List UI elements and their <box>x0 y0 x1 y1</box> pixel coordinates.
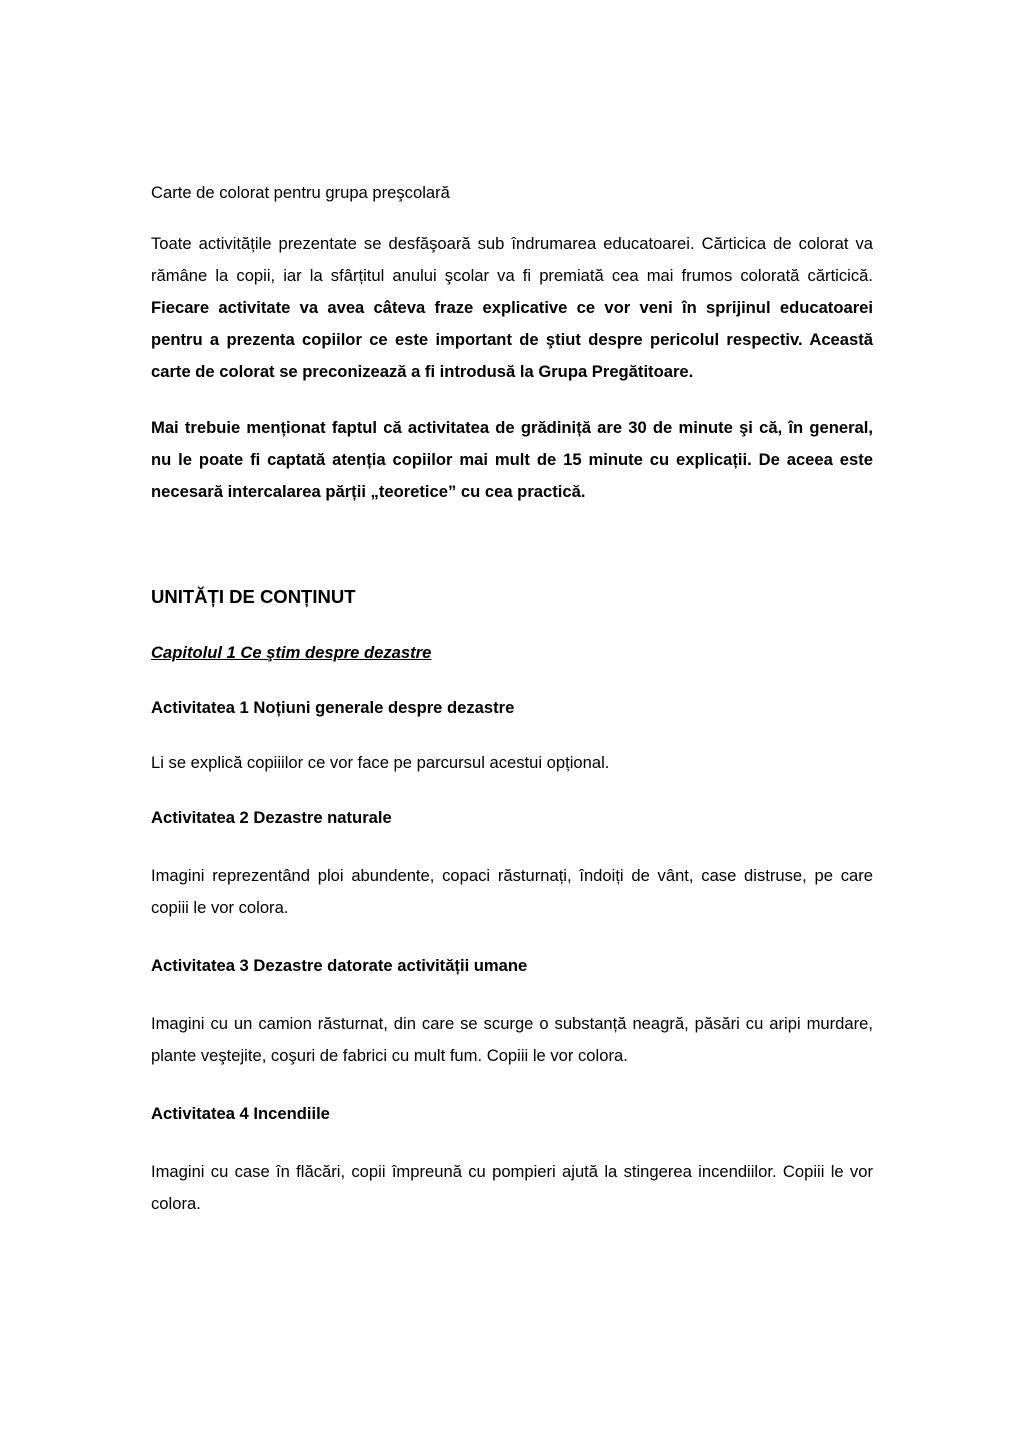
activity-2-title: Activitatea 2 Dezastre naturale <box>151 808 392 827</box>
activity-3-text: Imagini cu un camion răsturnat, din care se scurge o substanță neagră, păsări cu aripi murdare, plante veştejite, coşuri de fabrici cu mult fum. Copiii le vor colora. <box>151 1014 873 1065</box>
activity-1-title: Activitatea 1 Noțiuni generale despre dezastre <box>151 698 515 717</box>
activity-3-title: Activitatea 3 Dezastre datorate activității umane <box>151 956 528 975</box>
activity-1-text: Li se explică copiiilor ce vor face pe parcursul acestui opțional. <box>151 753 610 772</box>
document-body <box>151 180 873 1220</box>
activity-4-title: Activitatea 4 Incendiile <box>151 1104 330 1123</box>
activity-2-text: Imagini reprezentând ploi abundente, copaci răsturnați, îndoiți de vânt, case distruse, pe care copiii le vor colora. <box>151 866 873 917</box>
intro-title: Carte de colorat pentru grupa preşcolară <box>151 183 450 202</box>
activity-4-text: Imagini cu case în flăcări, copii împreună cu pompieri ajută la stingerea incendiilor. Copiii le vor colora. <box>151 1162 873 1213</box>
note-paragraph: Mai trebuie menționat faptul că activitatea de grădiniță are 30 de minute şi că, în general, nu le poate fi captată atenția copiilor mai mult de 15 minute cu explicații. De aceea este necesară intercalarea părții „teoretice” cu cea practică. <box>151 418 873 501</box>
chapter-title: Capitolul 1 Ce ştim despre dezastre <box>151 643 432 662</box>
intro-paragraph <box>151 228 873 388</box>
intro-paragraph-bold: Fiecare activitate va avea câteva fraze explicative ce vor veni în sprijinul educatoarei pentru a prezenta copiilor ce este important de ştiut despre pericolul respectiv. Această carte de colorat se preconizează a fi introdusă la Grupa Pregătitoare. <box>151 298 873 381</box>
intro-paragraph-normal: Toate activitățile prezentate se desfăşoară sub îndrumarea educatoarei. Cărticica de colorat va rămâne la copii, iar la sfârțitul anului şcolar va fi premiată cea mai frumos colorată cărticică. <box>151 234 873 285</box>
section-title: UNITĂȚI DE CONȚINUT <box>151 586 356 607</box>
